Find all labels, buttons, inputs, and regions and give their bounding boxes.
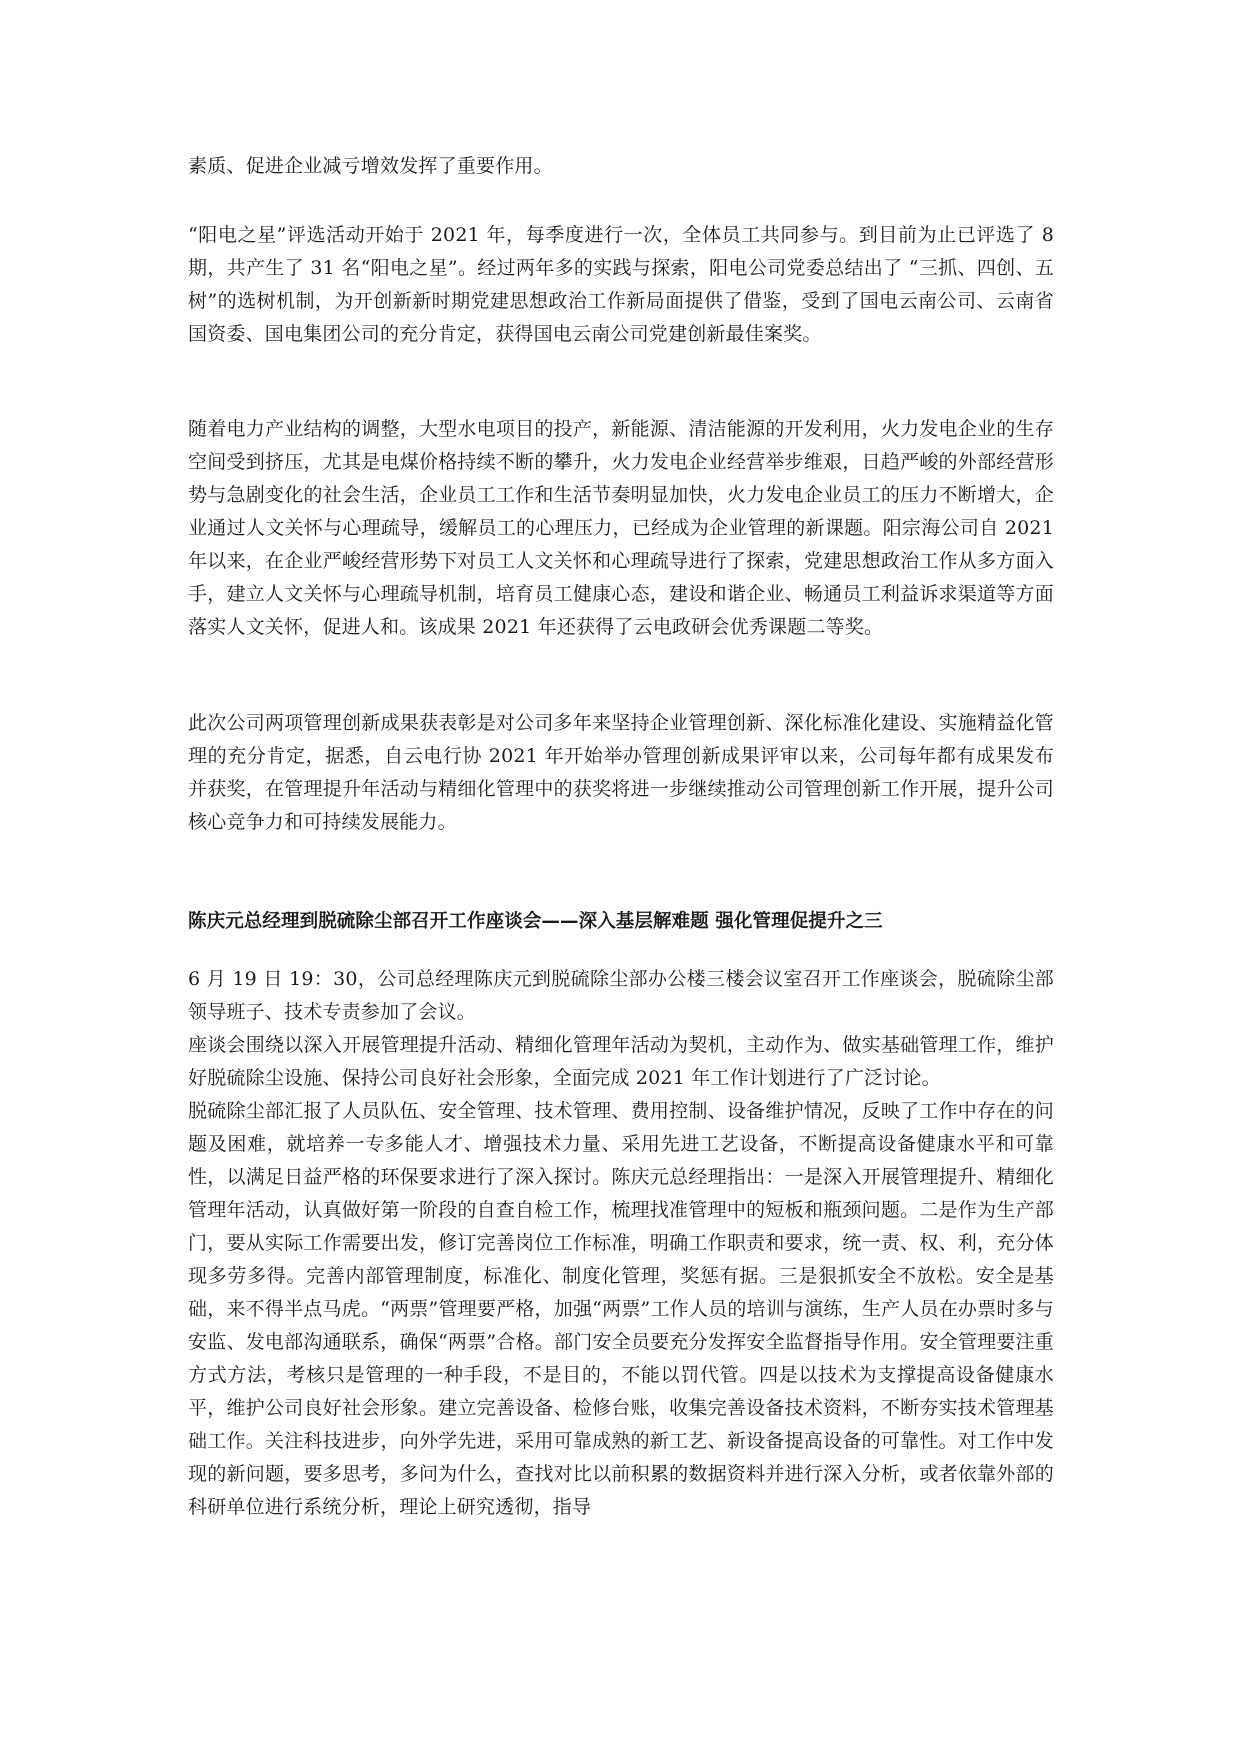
article-body: [188, 963, 1054, 1524]
body-paragraph: 6 月 19 日 19：30，公司总经理陈庆元到脱硫除尘部办公楼三楼会议室召开工作座谈会，脱硫除尘部领导班子、技术专责参加了会议。: [188, 968, 1054, 1023]
body-paragraph: 脱硫除尘部汇报了人员队伍、安全管理、技术管理、费用控制、设备维护情况，反映了工作中存在的问题及困难，就培养一专多能人才、增强技术力量、采用先进工艺设备，不断提高设备健康水平和可靠性，以满足日益严格的环保要求进行了深入探讨。陈庆元总经理指出：一是深入开展管理提升、精细化管理年活动，认真做好第一阶段的自查自检工作，梳理找准管理中的短板和瓶颈问题。二是作为生产部门，要从实际工作需要出发，修订完善岗位工作标准，明确工作职责和要求，统一责、权、利，充分体现多劳多得。完善内部管理制度，标准化、制度化管理，奖惩有据。三是狠抓安全不放松。安全是基础，来不得半点马虎。“两票”管理要严格，加强“两票”工作人员的培训与演练，生产人员在办票时多与安监、发电部沟通联系，确保“两票”合格。部门安全员要充分发挥安全监督指导作用。安全管理要注重方式方法，考核只是管理的一种手段，不是目的，不能以罚代管。四是以技术为支撑提高设备健康水平，维护公司良好社会形象。建立完善设备、检修台账，收集完善设备技术资料，不断夯实技术管理基础工作。关注科技进步，向外学先进，采用可靠成熟的新工艺、新设备提高设备的可靠性。对工作中发现的新问题，要多思考，多问为什么，查找对比以前积累的数据资料并进行深入分析，或者依靠外部的科研单位进行系统分析，理论上研究透彻，指导: [188, 1100, 1054, 1518]
body-paragraph: “阳电之星”评选活动开始于 2021 年，每季度进行一次，全体员工共同参与。到目前为止已评选了 8 期，共产生了 31 名“阳电之星”。经过两年多的实践与探索，阳电公司党委总结出了 “三抓、四创、五树”的选树机制，为开创新新时期党建思想政治工作新局面提供了借鉴，受到了国电云南公司、云南省国资委、国电集团公司的充分肯定，获得国电云南公司党建创新最佳案奖。: [188, 224, 1054, 345]
body-paragraph: 此次公司两项管理创新成果获表彰是对公司多年来坚持企业管理创新、深化标准化建设、实施精益化管理的充分肯定，据悉，自云电行协 2021 年开始举办管理创新成果评审以来，公司每年都有成果发布并获奖，在管理提升年活动与精细化管理中的获奖将进一步继续推动公司管理创新工作开展，提升公司核心竞争力和可持续发展能力。: [188, 712, 1054, 833]
body-paragraph: 素质、促进企业减亏增效发挥了重要作用。: [188, 155, 553, 177]
body-paragraph: 座谈会围绕以深入开展管理提升活动、精细化管理年活动为契机，主动作为、做实基础管理工作，维护好脱硫除尘设施、保持公司良好社会形象，全面完成 2021 年工作计划进行了广泛讨论。: [188, 1034, 1054, 1089]
body-paragraph: 随着电力产业结构的调整，大型水电项目的投产，新能源、清洁能源的开发利用，火力发电企业的生存空间受到挤压，尤其是电煤价格持续不断的攀升，火力发电企业经营举步维艰，日趋严峻的外部经营形势与急剧变化的社会生活，企业员工工作和生活节奏明显加快，火力发电企业员工的压力不断增大，企业通过人文关怀与心理疏导，缓解员工的心理压力，已经成为企业管理的新课题。阳宗海公司自 2021 年以来，在企业严峻经营形势下对员工人文关怀和心理疏导进行了探索，党建思想政治工作从多方面入手，建立人文关怀与心理疏导机制，培育员工健康心态，建设和谐企业、畅通员工利益诉求渠道等方面落实人文关怀，促进人和。该成果 2021 年还获得了云电政研会优秀课题二等奖。: [188, 418, 1054, 638]
article-heading: 陈庆元总经理到脱硫除尘部召开工作座谈会——深入基层解难题 强化管理促提升之三: [188, 911, 883, 932]
